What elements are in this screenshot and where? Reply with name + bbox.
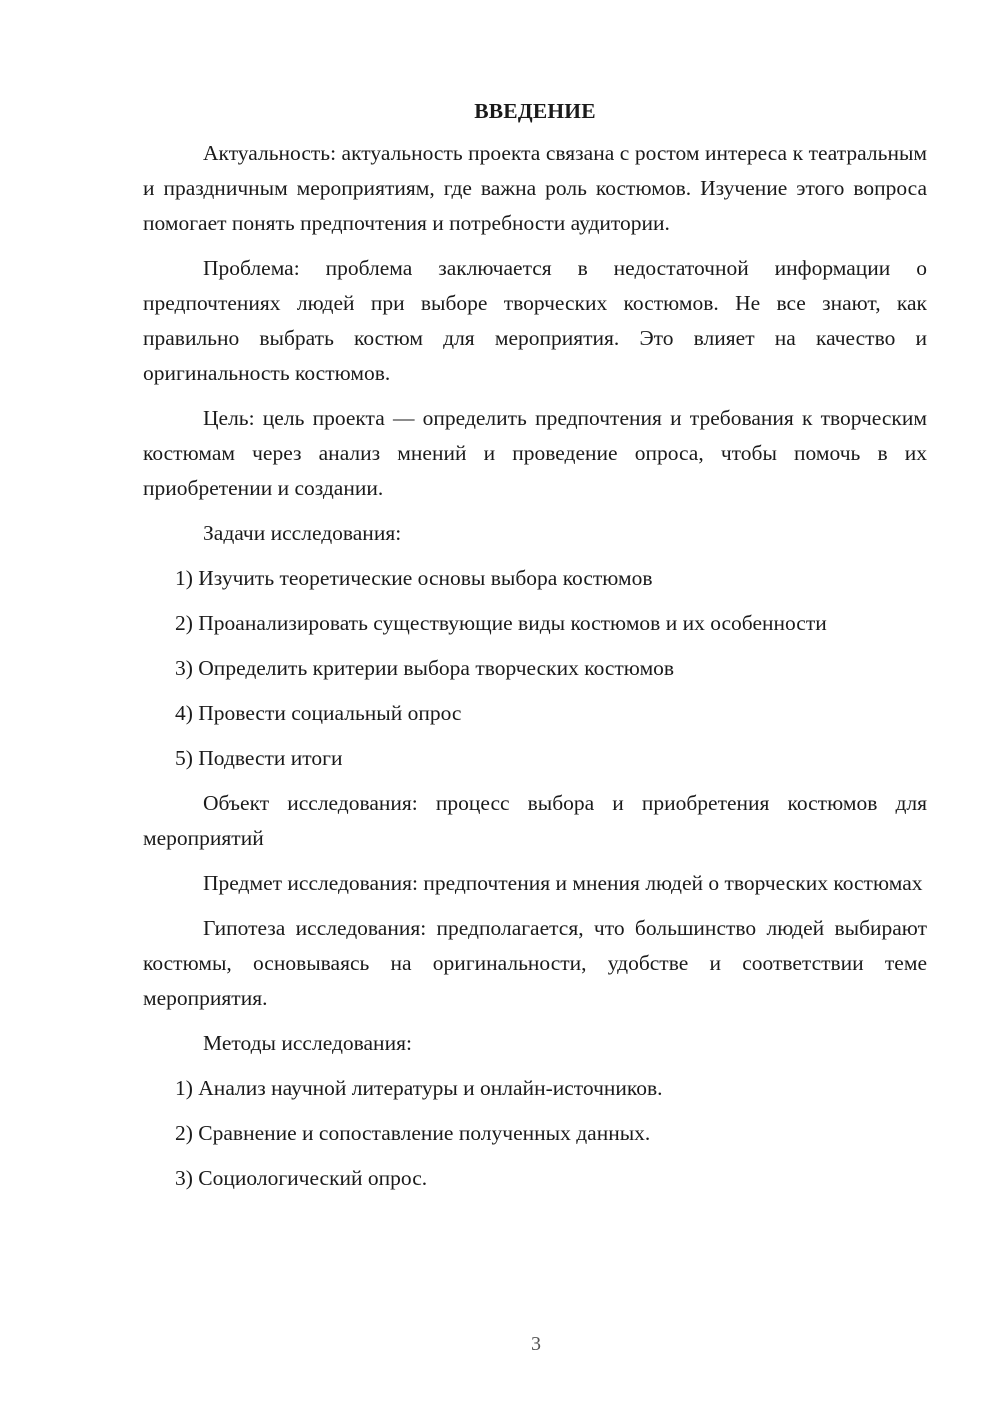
list-item: 1) Изучить теоретические основы выбора костюмов bbox=[175, 566, 653, 590]
page-number: 3 bbox=[531, 1333, 541, 1355]
methods-heading: Методы исследования: bbox=[203, 1031, 412, 1055]
problem-paragraph: Проблема: проблема заключается в недостаточной информации о предпочтениях людей при выборе творческих костюмов. Не все знают, как правильно выбрать костюм для мероприятия. Это влияет на качество и оригинальность костюмов. bbox=[143, 256, 927, 385]
list-item: 2) Сравнение и сопоставление полученных данных. bbox=[175, 1121, 651, 1145]
goal-paragraph: Цель: цель проекта — определить предпочтения и требования к творческим костюмам через анализ мнений и проведение опроса, чтобы помочь в их приобретении и создании. bbox=[143, 406, 927, 500]
list-item: 5) Подвести итоги bbox=[175, 746, 343, 770]
list-item: 2) Проанализировать существующие виды костюмов и их особенности bbox=[175, 611, 827, 635]
list-item: 3) Определить критерии выбора творческих костюмов bbox=[175, 656, 675, 680]
document-page bbox=[143, 96, 927, 1206]
tasks-list bbox=[143, 561, 927, 776]
list-item: 4) Провести социальный опрос bbox=[175, 701, 462, 725]
hypothesis-paragraph: Гипотеза исследования: предполагается, что большинство людей выбирают костюмы, основываясь на оригинальности, удобстве и соответствии теме мероприятия. bbox=[143, 916, 927, 1010]
research-subject-paragraph: Предмет исследования: предпочтения и мнения людей о творческих костюмах bbox=[203, 871, 923, 895]
research-object-paragraph: Объект исследования: процесс выбора и приобретения костюмов для мероприятий bbox=[143, 791, 927, 850]
methods-list bbox=[143, 1071, 927, 1196]
page-title: ВВЕДЕНИЕ bbox=[474, 99, 596, 123]
list-item: 1) Анализ научной литературы и онлайн-источников. bbox=[175, 1076, 663, 1100]
tasks-heading: Задачи исследования: bbox=[203, 521, 402, 545]
relevance-paragraph: Актуальность: актуальность проекта связана с ростом интереса к театральным и праздничным мероприятиям, где важна роль костюмов. Изучение этого вопроса помогает понять предпочтения и потребности аудитории. bbox=[143, 141, 927, 235]
list-item: 3) Социологический опрос. bbox=[175, 1166, 428, 1190]
